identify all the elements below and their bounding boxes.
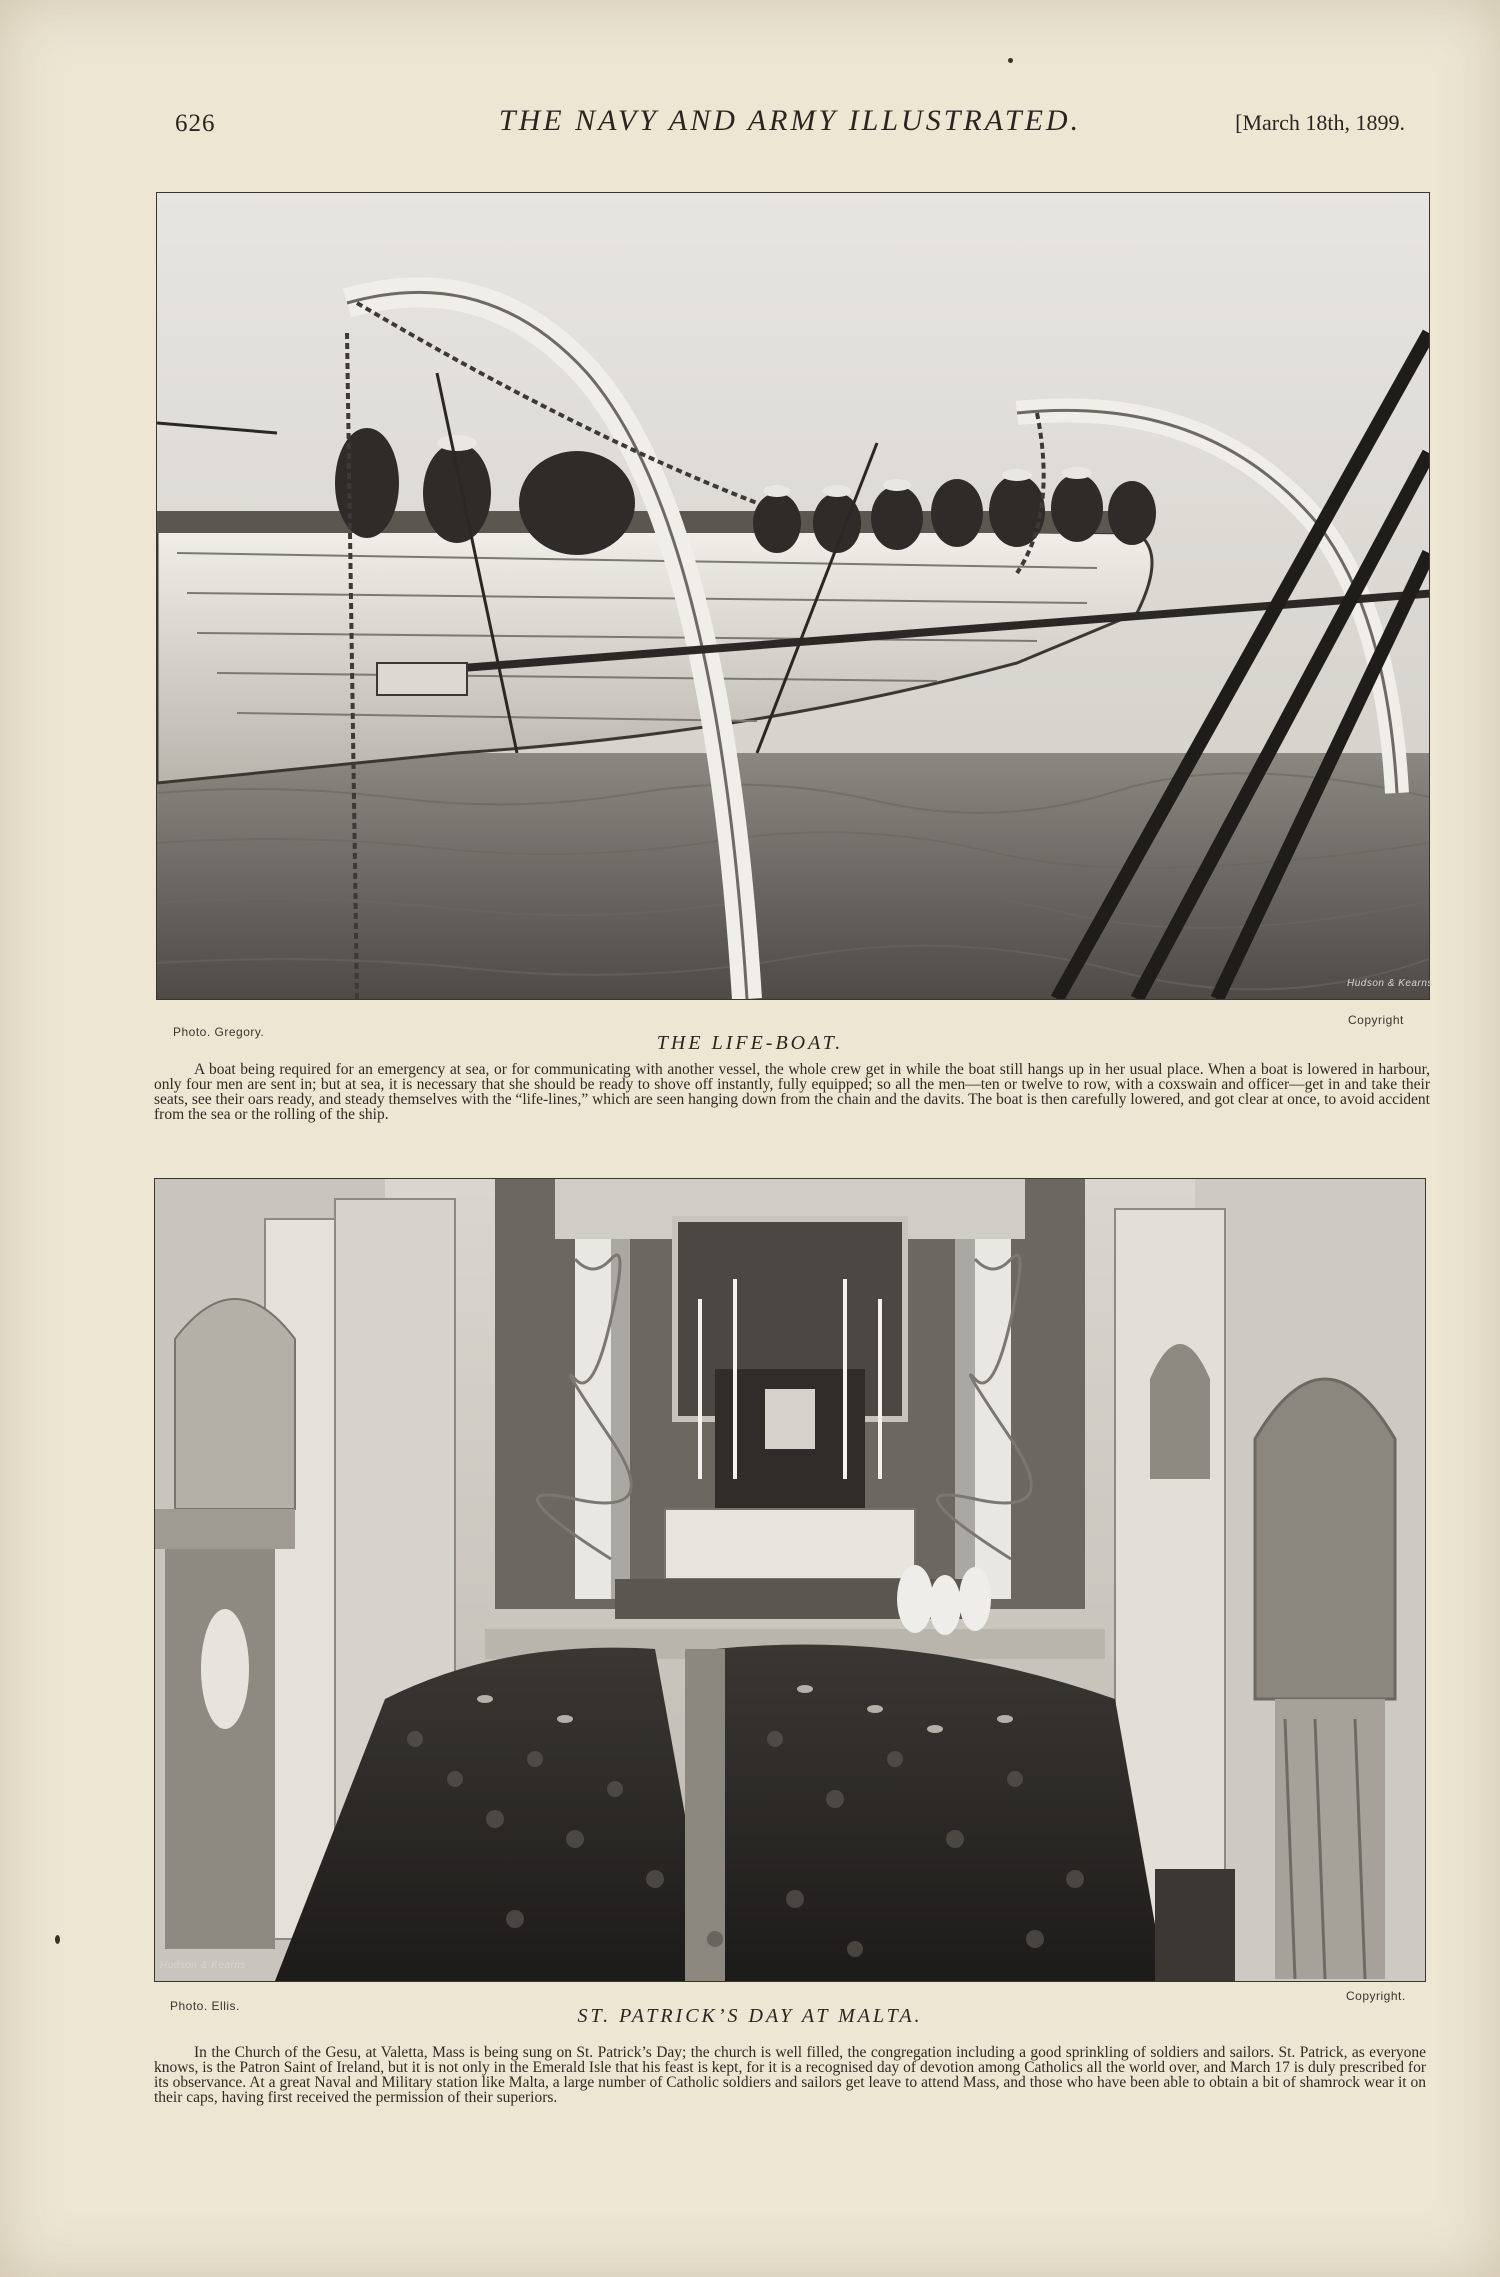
copyright-2: Copyright. xyxy=(1346,1989,1406,2003)
photo-credit-2: Photo. Ellis. xyxy=(170,1999,240,2013)
issue-date: [March 18th, 1899. xyxy=(1235,110,1405,135)
caption-title-2: ST. PATRICK’S DAY AT MALTA. xyxy=(577,2005,923,2027)
page-number: 626 xyxy=(175,110,216,137)
lifeboat-photograph xyxy=(156,192,1430,1000)
paper-speck xyxy=(1008,58,1013,63)
church-interior-photograph xyxy=(154,1178,1426,1982)
caption-text-1: A boat being required for an emergency at sea, or for communicating with another vessel, the whole crew get in while the boat still hangs up in her usual place. When a boat is lowered in harbour, only four men are sent in; but at sea, it is necessary that she should be ready to shove off instantly, fully equipped; so all the men—ten or twelve to row, with a coxswain and officer—get in and take their seats, see their oars ready, and steady themselves with the “life-lines,” which are seen hanging down from the chain and the davits. The boat is then carefully lowered, and got clear at once, to avoid accident from the sea or the rolling of the ship. xyxy=(154,1061,1430,1123)
engraver-mark-2: Hudson & Kearns xyxy=(160,1960,246,1971)
caption-text-2: In the Church of the Gesu, at Valetta, Mass is being sung on St. Patrick’s Day; the church is well filled, the congregation including a good sprinkling of soldiers and sailors. St. Patrick, as everyone knows, is the Patron Saint of Ireland, but it is not only in the Emerald Isle that his feast is kept, for it is a recognised day of devotion among Catholics all the world over, and March 17 is duly prescribed for its observance. At a great Naval and Military station like Malta, a large number of Catholic soldiers and sailors get leave to attend Mass, and those who have been able to obtain a bit of shamrock wear it on their caps, having first received the permission of their superiors. xyxy=(154,2044,1426,2106)
paper-speck xyxy=(55,1935,60,1944)
running-head xyxy=(175,104,1405,144)
journal-title: THE NAVY AND ARMY ILLUSTRATED. xyxy=(498,104,1082,137)
caption-title-1: THE LIFE-BOAT. xyxy=(656,1032,844,1054)
engraver-mark-1: Hudson & Kearns xyxy=(1347,978,1433,989)
photo-credit-1: Photo. Gregory. xyxy=(173,1025,265,1039)
copyright-1: Copyright xyxy=(1348,1013,1404,1027)
